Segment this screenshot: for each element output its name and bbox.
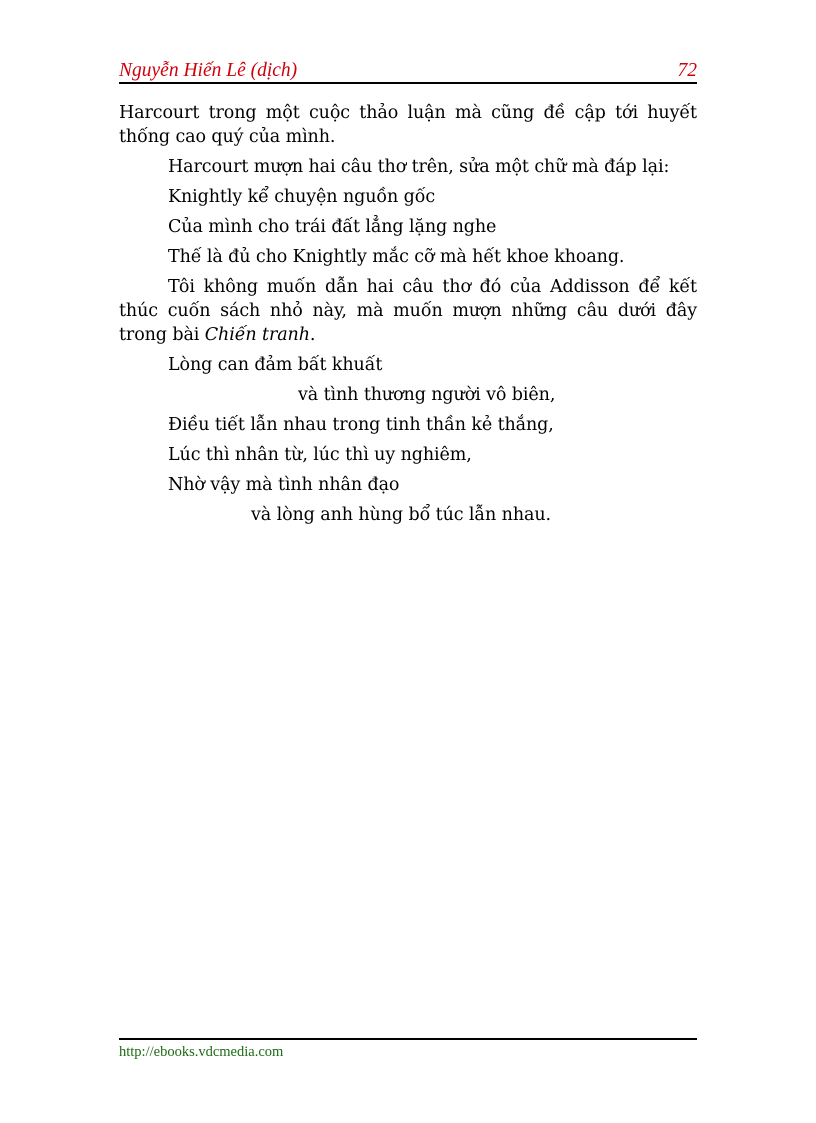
poem-line: Nhờ vậy mà tình nhân đạo bbox=[168, 475, 400, 495]
page-header bbox=[119, 58, 697, 84]
poem-line: Điều tiết lẫn nhau trong tinh thần kẻ thắng, bbox=[168, 415, 554, 435]
verse-line: Thế là đủ cho Knightly mắc cỡ mà hết khoe khoang. bbox=[168, 247, 625, 267]
closing-period: . bbox=[309, 325, 316, 345]
poem-line-continuation: và lòng anh hùng bổ túc lẫn nhau. bbox=[251, 505, 551, 525]
page-body bbox=[119, 101, 697, 533]
paragraph-closing bbox=[119, 275, 697, 347]
footer-link[interactable]: http://ebooks.vdcmedia.com bbox=[119, 1044, 284, 1060]
header-author: Nguyễn Hiến Lê (dịch) bbox=[119, 60, 298, 81]
poem-line-continuation: và tình thương người vô biên, bbox=[298, 385, 556, 405]
poem-line: Lúc thì nhân từ, lúc thì uy nghiêm, bbox=[168, 445, 472, 465]
paragraph-continued: Harcourt trong một cuộc thảo luận mà cũng đề cập tới huyết thống cao quý của mình. bbox=[119, 103, 697, 147]
poem-line: Lòng can đảm bất khuất bbox=[168, 355, 383, 375]
paragraph-intro-verse: Harcourt mượn hai câu thơ trên, sửa một chữ mà đáp lại: bbox=[168, 157, 670, 177]
page-number: 72 bbox=[677, 60, 697, 81]
verse-line: Knightly kể chuyện nguồn gốc bbox=[168, 187, 436, 207]
closing-text: Tôi không muốn dẫn hai câu thơ đó của Addisson để kết thúc cuốn sách nhỏ này, mà muốn mượn những câu dưới đây trong bài bbox=[119, 277, 697, 345]
poem-title: Chiến tranh bbox=[204, 325, 310, 345]
footer-divider bbox=[119, 1038, 697, 1040]
verse-line: Của mình cho trái đất lẳng lặng nghe bbox=[168, 217, 497, 237]
